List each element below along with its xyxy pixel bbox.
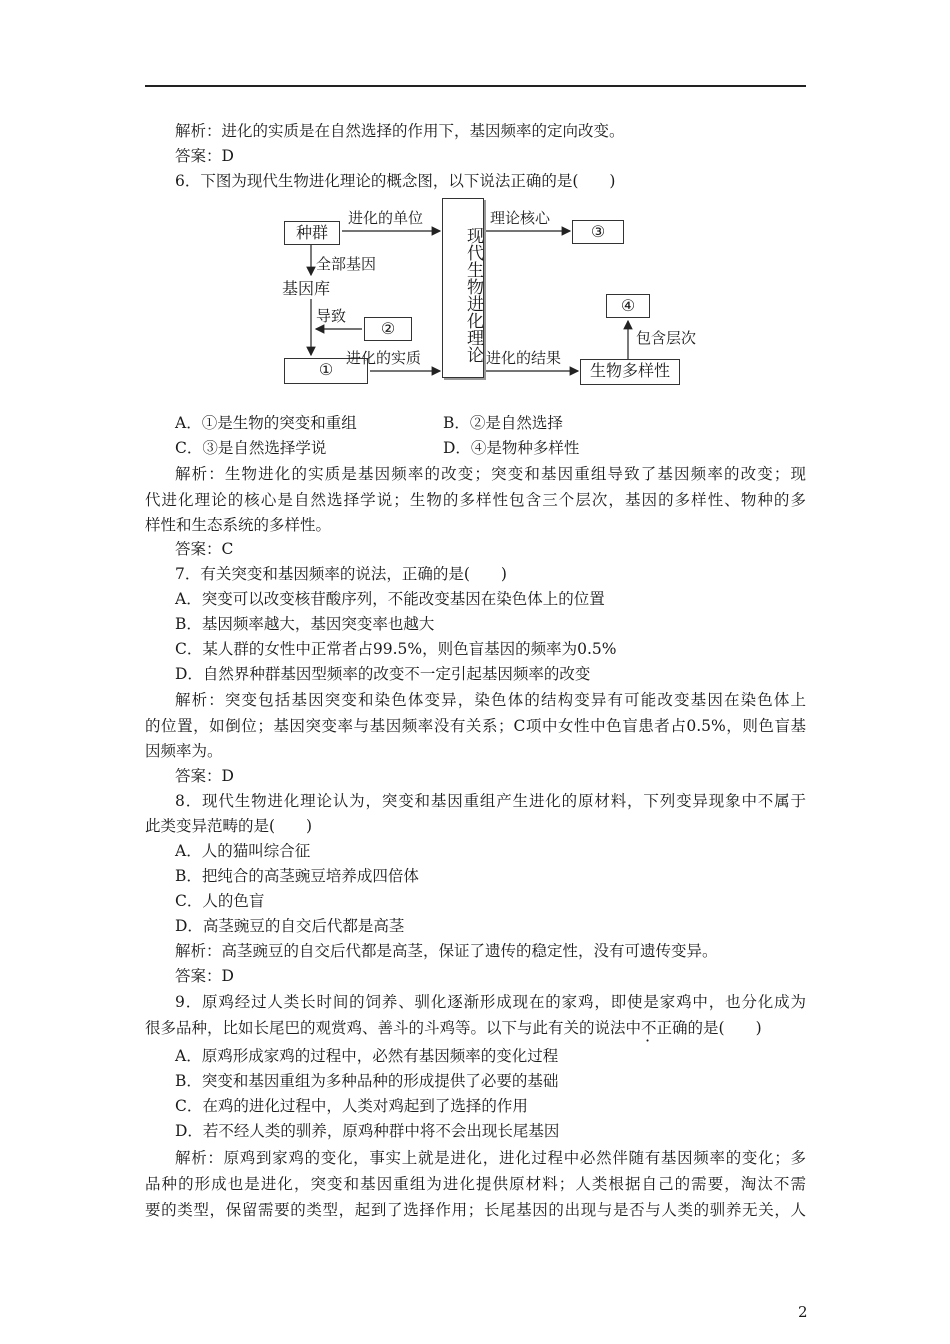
option-b: B．把纯合的高茎豌豆培养成四倍体 [175,867,419,885]
text-line: 代进化理论的核心是自然选择学说；生物的多样性包含三个层次，基因的多样性、物种的多 [145,491,806,509]
text-line: 答案：D [175,147,234,165]
option-a: A．①是生物的突变和重组 [175,414,357,432]
text-line: 此类变异范畴的是( ) [145,817,313,835]
option-d: D．④是物种多样性 [443,439,580,457]
answer-6: 答案：C [175,540,234,558]
question-6-stem: 6．下图为现代生物进化理论的概念图，以下说法正确的是( ) [175,172,616,190]
question-8-stem: 8．现代生物进化理论认为，突变和基因重组产生进化的原材料，下列变异现象中不属于 [175,792,806,810]
label-all-genes: 全部基因 [316,255,377,273]
option-a: A．突变可以改变核苷酸序列，不能改变基因在染色体上的位置 [175,590,605,608]
option-d: D．自然界种群基因型频率的改变不一定引起基因频率的改变 [175,665,591,683]
text-line: 解析：生物进化的实质是基因频率的改变；突变和基因重组导致了基因频率的改变；现 [175,465,806,483]
label-evolution-essence: 进化的实质 [346,349,422,367]
population-box: 种群 [284,221,340,245]
option-c: C．某人群的女性中正常者占99.5%，则色盲基因的频率为0.5% [175,640,617,658]
text-line: 因频率为。 [145,742,223,760]
text-line: 品种的形成也是进化，突变和基因重组为进化提供原材料；人类根据自己的需要，淘汰不需 [145,1175,806,1193]
page-number: 2 [798,1303,808,1321]
question-9-stem: 9．原鸡经过人类长时间的饲养、驯化逐渐形成现在的家鸡，即使是家鸡中，也分化成为 [175,993,806,1011]
text-line: 解析：突变包括基因突变和染色体变异，染色体的结构变异有可能改变基因在染色体上 [175,691,806,709]
option-c: C．在鸡的进化过程中，人类对鸡起到了选择的作用 [175,1097,528,1115]
text-span: 正确的是( ) [656,1019,762,1037]
concept-diagram [278,193,718,393]
option-a: A．原鸡形成家鸡的过程中，必然有基因频率的变化过程 [175,1047,559,1065]
answer-8: 答案：D [175,967,234,985]
option-c: C．人的色盲 [175,892,265,910]
biodiversity-box: 生物多样性 [580,359,680,385]
label-levels: 包含层次 [636,329,697,347]
text-line: 要的类型，保留需要的类型，起到了选择作用；长尾基因的出现与是否与人类的驯养无关，人 [145,1201,806,1219]
text-line: 样性和生态系统的多样性。 [145,516,332,534]
box-3: ③ [572,220,624,244]
label-cause: 导致 [316,307,347,325]
center-theory-box [442,198,484,378]
box-2: ② [364,317,412,341]
option-a: A．人的猫叫综合征 [175,842,311,860]
box-4: ④ [606,294,650,318]
question-7-stem: 7．有关突变和基因频率的说法，正确的是( ) [175,565,507,583]
option-b: B．基因频率越大，基因突变率也越大 [175,615,435,633]
text-span: 很多品种，比如长尾巴的观赏鸡、善斗的斗鸡等。以下与此有关的说法中 [145,1019,642,1037]
label-theory-core: 理论核心 [490,209,551,227]
text-line: 解析：原鸡到家鸡的变化，事实上就是进化，进化过程中必然伴随有基因频率的变化；多 [175,1149,806,1167]
box-1: ① [284,358,368,384]
option-b: B．②是自然选择 [443,414,563,432]
center-theory-label: 现代生物进化理论 [463,227,483,363]
option-d: D．若不经人类的驯养，原鸡种群中将不会出现长尾基因 [175,1122,560,1140]
label-evolution-unit: 进化的单位 [348,209,424,227]
option-c: C．③是自然选择学说 [175,439,327,457]
label-evolution-result: 进化的结果 [486,349,562,367]
text-line [145,1018,762,1038]
answer-7: 答案：D [175,767,234,785]
text-line: 解析：高茎豌豆的自交后代都是高茎，保证了遗传的稳定性，没有可遗传变异。 [175,942,718,960]
text-line: 解析：进化的实质是在自然选择的作用下，基因频率的定向改变。 [175,122,625,140]
option-b: B．突变和基因重组为多种品种的形成提供了必要的基础 [175,1072,559,1090]
header-rule [145,85,806,87]
option-d: D．高茎豌豆的自交后代都是高茎 [175,917,405,935]
gene-pool-label: 基因库 [282,279,331,298]
text-line: 的位置，如倒位；基因突变率与基因频率没有关系；C项中女性中色盲患者占0.5%，则色盲基 [145,717,806,735]
emphasis-dot-char: 不 [641,1019,657,1037]
